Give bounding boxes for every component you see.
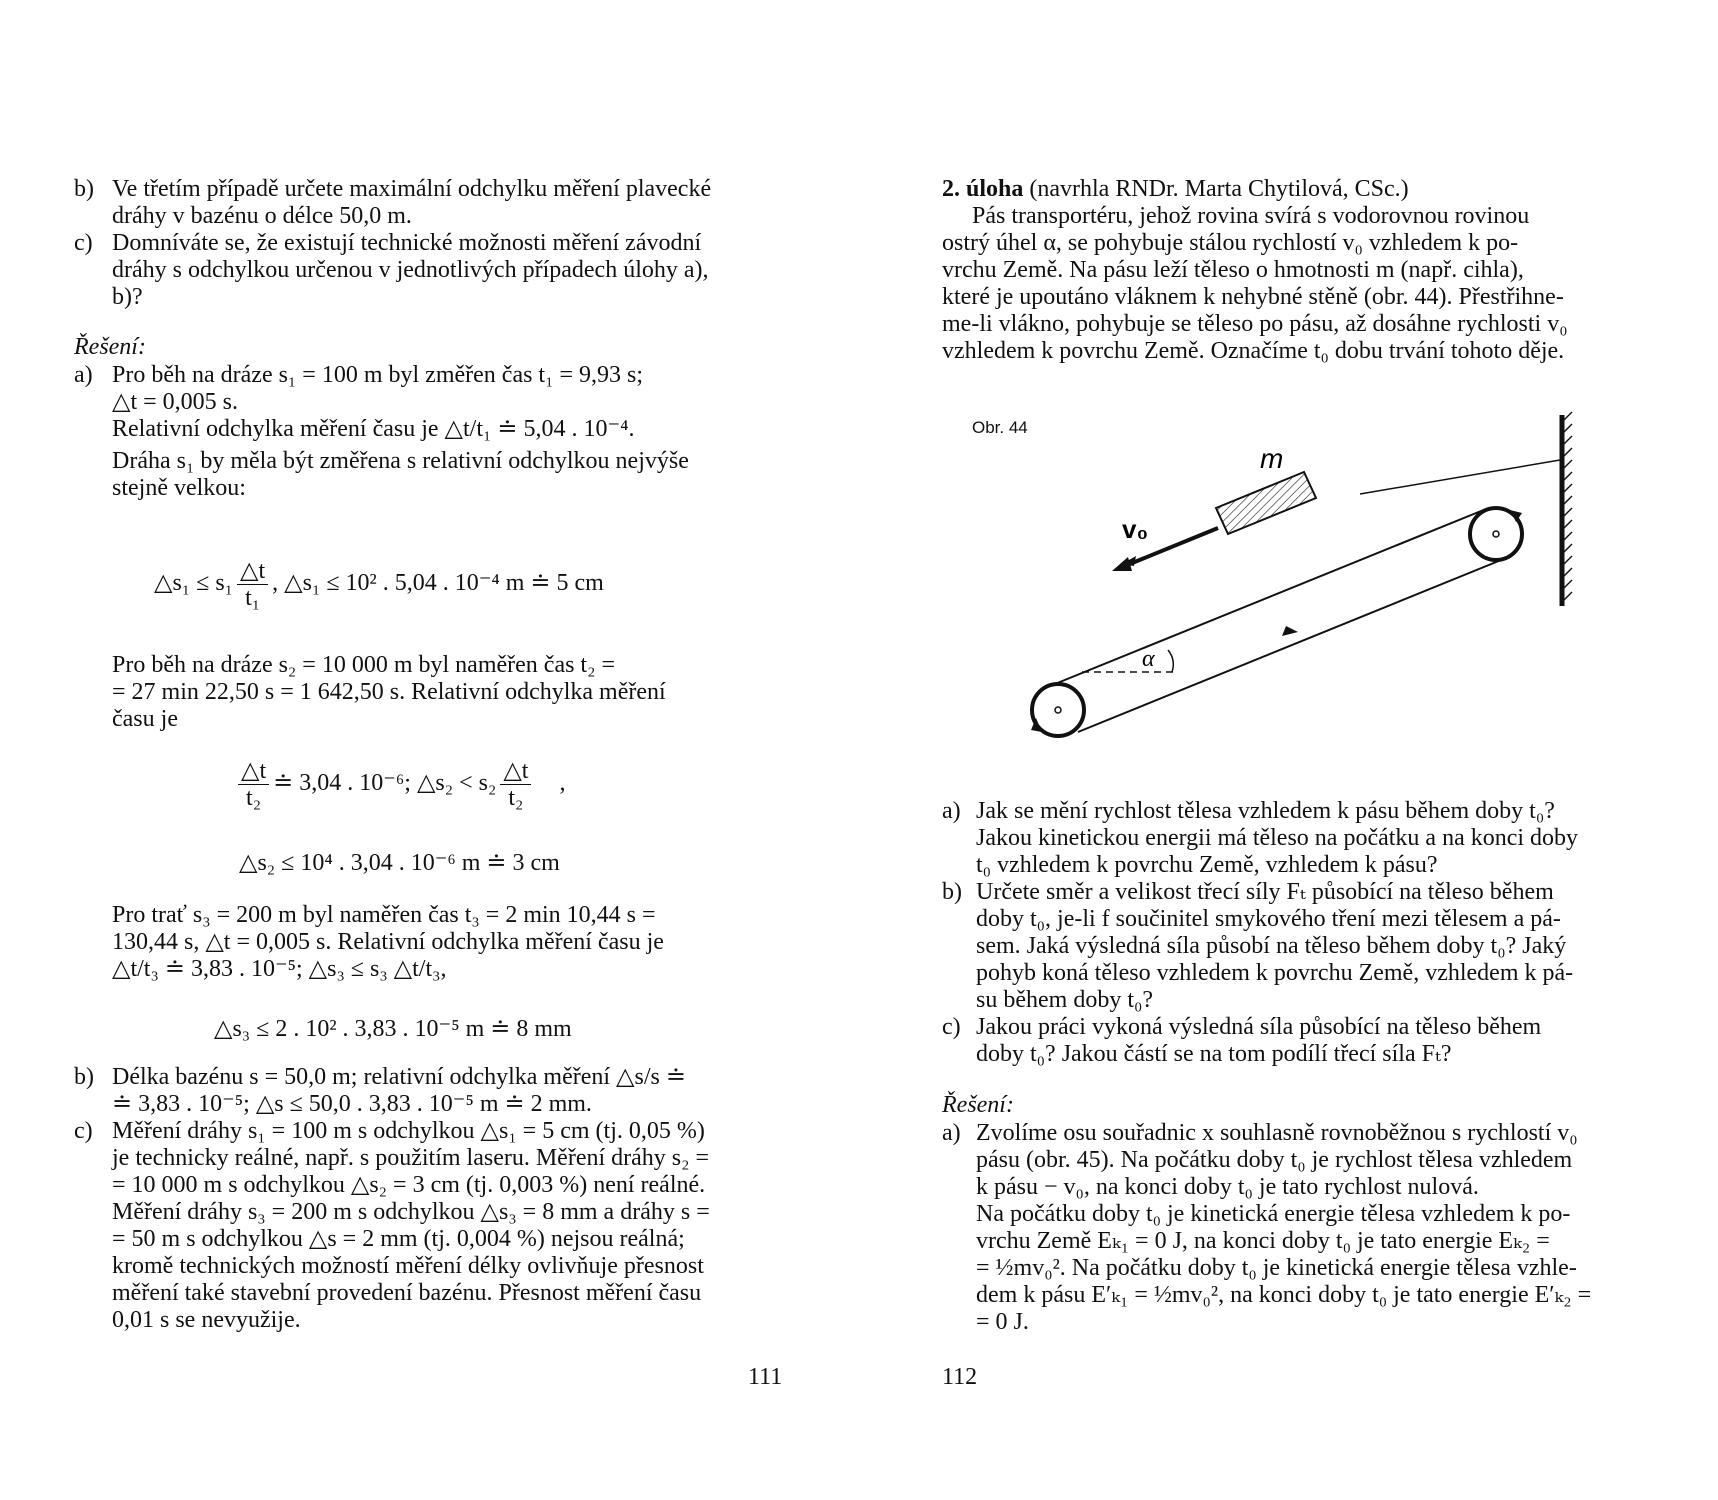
equation-2 xyxy=(234,758,565,811)
paragraph-2-line: Pro běh na dráze s₂ = 10 000 m byl naměřen čas t₂ = xyxy=(112,652,616,678)
intro-b-line: dráhy v bazénu o délce 50,0 m. xyxy=(112,203,412,229)
top-roller xyxy=(1470,508,1522,560)
solution-heading: Řešení: xyxy=(74,334,146,360)
question-c-label: c) xyxy=(942,1014,961,1040)
solution-b-line: ≐ 3,83 . 10⁻⁵; △s ≤ 50,0 . 3,83 . 10⁻⁵ m ≐ 2 mm. xyxy=(112,1091,592,1117)
solution-a-line-right: Na počátku doby t₀ je kinetická energie tělesa vzhledem k po- xyxy=(976,1201,1571,1227)
eq2-num: △t xyxy=(238,758,269,785)
eq1-rhs: , △s₁ ≤ 10² . 5,04 . 10⁻⁴ m ≐ 5 cm xyxy=(272,570,604,597)
solution-c-label: c) xyxy=(74,1118,93,1144)
solution-c-line: = 50 m s odchylkou △s = 2 mm (tj. 0,004 %) nejsou reálná; xyxy=(112,1226,685,1252)
intro-b-label: b) xyxy=(74,176,94,202)
solution-a-line: stejně velkou: xyxy=(112,475,246,501)
question-b-line: Určete směr a velikost třecí síly Fₜ působící na těleso během xyxy=(976,879,1554,905)
question-a-label: a) xyxy=(942,798,961,824)
solution-b-line: Délka bazénu s = 50,0 m; relativní odchylka měření △s/s ≐ xyxy=(112,1064,686,1090)
equation-2-line-2: △s₂ ≤ 10⁴ . 3,04 . 10⁻⁶ m ≐ 3 cm xyxy=(239,850,560,876)
solution-a-line-right: Zvolíme osu souřadnic x souhlasně rovnoběžnou s rychlostí v₀ xyxy=(976,1120,1578,1146)
solution-c-line: Měření dráhy s₃ = 200 m s odchylkou △s₃ = 8 mm a dráhy s = xyxy=(112,1199,710,1225)
page-number-right: 112 xyxy=(942,1364,978,1390)
velocity-label: v₀ xyxy=(1122,514,1149,544)
belt-arrow-bottom xyxy=(1282,626,1298,636)
question-a-line: Jakou kinetickou energii má těleso na počátku a na konci doby xyxy=(976,825,1579,851)
wall xyxy=(1562,412,1572,606)
eq1-num: △t xyxy=(237,558,268,585)
mass-label: m xyxy=(1260,443,1284,474)
paragraph-3-line: Pro trať s₃ = 200 m byl naměřen čas t₃ = 2 min 10,44 s = xyxy=(112,902,656,928)
solution-a-line-right: vrchu Země Eₖ₁ = 0 J, na konci doby t₀ je tato energie Eₖ₂ = xyxy=(976,1228,1550,1254)
solution-a-label-right: a) xyxy=(942,1120,961,1146)
belt xyxy=(1050,509,1506,732)
eq2-num2: △t xyxy=(500,758,531,785)
solution-a-line: △t = 0,005 s. xyxy=(112,389,238,415)
question-a-line: t₀ vzhledem k povrchu Země, vzhledem k pásu? xyxy=(976,852,1438,878)
question-b-line: su během doby t₀? xyxy=(976,987,1153,1013)
solution-a-line-right: = ½mv₀². Na počátku doby t₀ je kinetická energie tělesa vzhle- xyxy=(976,1255,1577,1281)
question-b-line: sem. Jaká výsledná síla působí na těleso během doby t₀? Jaký xyxy=(976,933,1567,959)
task-line: vzhledem k povrchu Země. Označíme t₀ dobu trvání tohoto děje. xyxy=(942,338,1565,364)
solution-a-line-right: k pásu − v₀, na konci doby t₀ je tato rychlost nulová. xyxy=(976,1174,1479,1200)
paragraph-3-line: △t/t₃ ≐ 3,83 . 10⁻⁵; △s₃ ≤ s₃ △t/t₃, xyxy=(112,956,447,982)
solution-heading-right: Řešení: xyxy=(942,1092,1014,1118)
task-line: vrchu Země. Na pásu leží těleso o hmotnosti m (např. cihla), xyxy=(942,257,1524,283)
question-c-line: Jakou práci vykoná výsledná síla působící na těleso během xyxy=(976,1014,1542,1040)
question-b-line: doby t₀, je-li f součinitel smykového tření mezi tělesem a pá- xyxy=(976,906,1561,932)
rope xyxy=(1360,460,1560,494)
intro-c-label: c) xyxy=(74,230,93,256)
eq2-fraction xyxy=(238,758,269,811)
equation-1 xyxy=(154,558,604,611)
question-a-line: Jak se mění rychlost tělesa vzhledem k pásu během doby t₀? xyxy=(976,798,1555,824)
intro-b-line: Ve třetím případě určete maximální odchylku měření plavecké xyxy=(112,176,712,202)
solution-b-label: b) xyxy=(74,1064,94,1090)
solution-c-line: kromě technických možností měření délky ovlivňuje přesnost xyxy=(112,1253,704,1279)
intro-c-line: dráhy s odchylkou určenou v jednotlivých případech úlohy a), xyxy=(112,257,709,283)
task-line: ostrý úhel α, se pohybuje stálou rychlostí v₀ vzhledem k po- xyxy=(942,230,1519,256)
task-title: 2. úloha xyxy=(942,176,1024,202)
solution-a-line-right: = 0 J. xyxy=(976,1309,1029,1335)
angle-arc xyxy=(1168,650,1173,672)
task-line: Pás transportéru, jehož rovina svírá s vodorovnou rovinou xyxy=(972,203,1530,229)
question-b-line: pohyb koná těleso vzhledem k povrchu Země, vzhledem k pá- xyxy=(976,960,1574,986)
task-author: (navrhla RNDr. Marta Chytilová, CSc.) xyxy=(1023,176,1409,202)
eq2-den2: t₂ xyxy=(508,785,524,811)
solution-a-line-right: pásu (obr. 45). Na počátku doby t₀ je rychlost tělesa vzhledem xyxy=(976,1147,1573,1173)
eq1-lhs: △s₁ ≤ s₁ xyxy=(154,570,234,597)
solution-c-line: je technicky reálné, např. s použitím laseru. Měření dráhy s₂ = xyxy=(112,1145,710,1171)
solution-a-line: Relativní odchylka měření času je △t/t₁ ≐ 5,04 . 10⁻⁴. xyxy=(112,416,635,442)
task-line: me-li vlákno, pohybuje se těleso po pásu, až dosáhne rychlosti v₀ xyxy=(942,311,1568,337)
conveyor-figure xyxy=(1020,410,1640,750)
paragraph-3-line: 130,44 s, △t = 0,005 s. Relativní odchylka měření času je xyxy=(112,929,664,955)
solution-a-line: Dráha s₁ by měla být změřena s relativní odchylkou nejvýše xyxy=(112,448,689,474)
task-title-line xyxy=(942,176,1409,203)
page-number-left: 111 xyxy=(748,1364,783,1390)
eq2-den: t₂ xyxy=(246,785,262,811)
solution-c-line: Měření dráhy s₁ = 100 m s odchylkou △s₁ = 5 cm (tj. 0,05 %) xyxy=(112,1118,705,1144)
solution-c-line: měření také stavební provedení bazénu. Přesnost měření času xyxy=(112,1280,702,1306)
paragraph-2-line: = 27 min 22,50 s = 1 642,50 s. Relativní odchylka měření xyxy=(112,679,666,705)
eq2-fraction-2 xyxy=(500,758,531,811)
equation-3: △s₃ ≤ 2 . 10² . 3,83 . 10⁻⁵ m ≐ 8 mm xyxy=(214,1016,572,1042)
solution-a-line: Pro běh na dráze s₁ = 100 m byl změřen čas t₁ = 9,93 s; xyxy=(112,362,644,388)
eq2-mid: ≐ 3,04 . 10⁻⁶; △s₂ < s₂ xyxy=(273,770,497,797)
question-b-label: b) xyxy=(942,879,962,905)
figure-caption: Obr. 44 xyxy=(972,418,1028,437)
intro-c-line: b)? xyxy=(112,284,143,310)
intro-c-line: Domníváte se, že existují technické možnosti měření závodní xyxy=(112,230,702,256)
task-line: které je upoutáno vláknem k nehybné stěně (obr. 44). Přestřihne- xyxy=(942,284,1564,310)
eq1-fraction xyxy=(237,558,268,611)
block xyxy=(1216,472,1316,534)
question-c-line: doby t₀? Jakou částí se na tom podílí třecí síla Fₜ? xyxy=(976,1041,1452,1067)
paragraph-2-line: času je xyxy=(112,706,178,732)
angle-label: α xyxy=(1142,646,1155,672)
solution-c-line: 0,01 s se nevyužije. xyxy=(112,1307,301,1333)
solution-a-line-right: dem k pásu E′ₖ₁ = ½mv₀², na konci doby t₀ je tato energie E′ₖ₂ = xyxy=(976,1282,1592,1308)
bottom-roller xyxy=(1031,684,1084,736)
solution-a-label: a) xyxy=(74,362,93,388)
solution-c-line: = 10 000 m s odchylkou △s₂ = 3 cm (tj. 0,003 %) není reálné. xyxy=(112,1172,706,1198)
eq2-tail: , xyxy=(559,770,566,797)
eq1-den: t₁ xyxy=(245,585,261,611)
